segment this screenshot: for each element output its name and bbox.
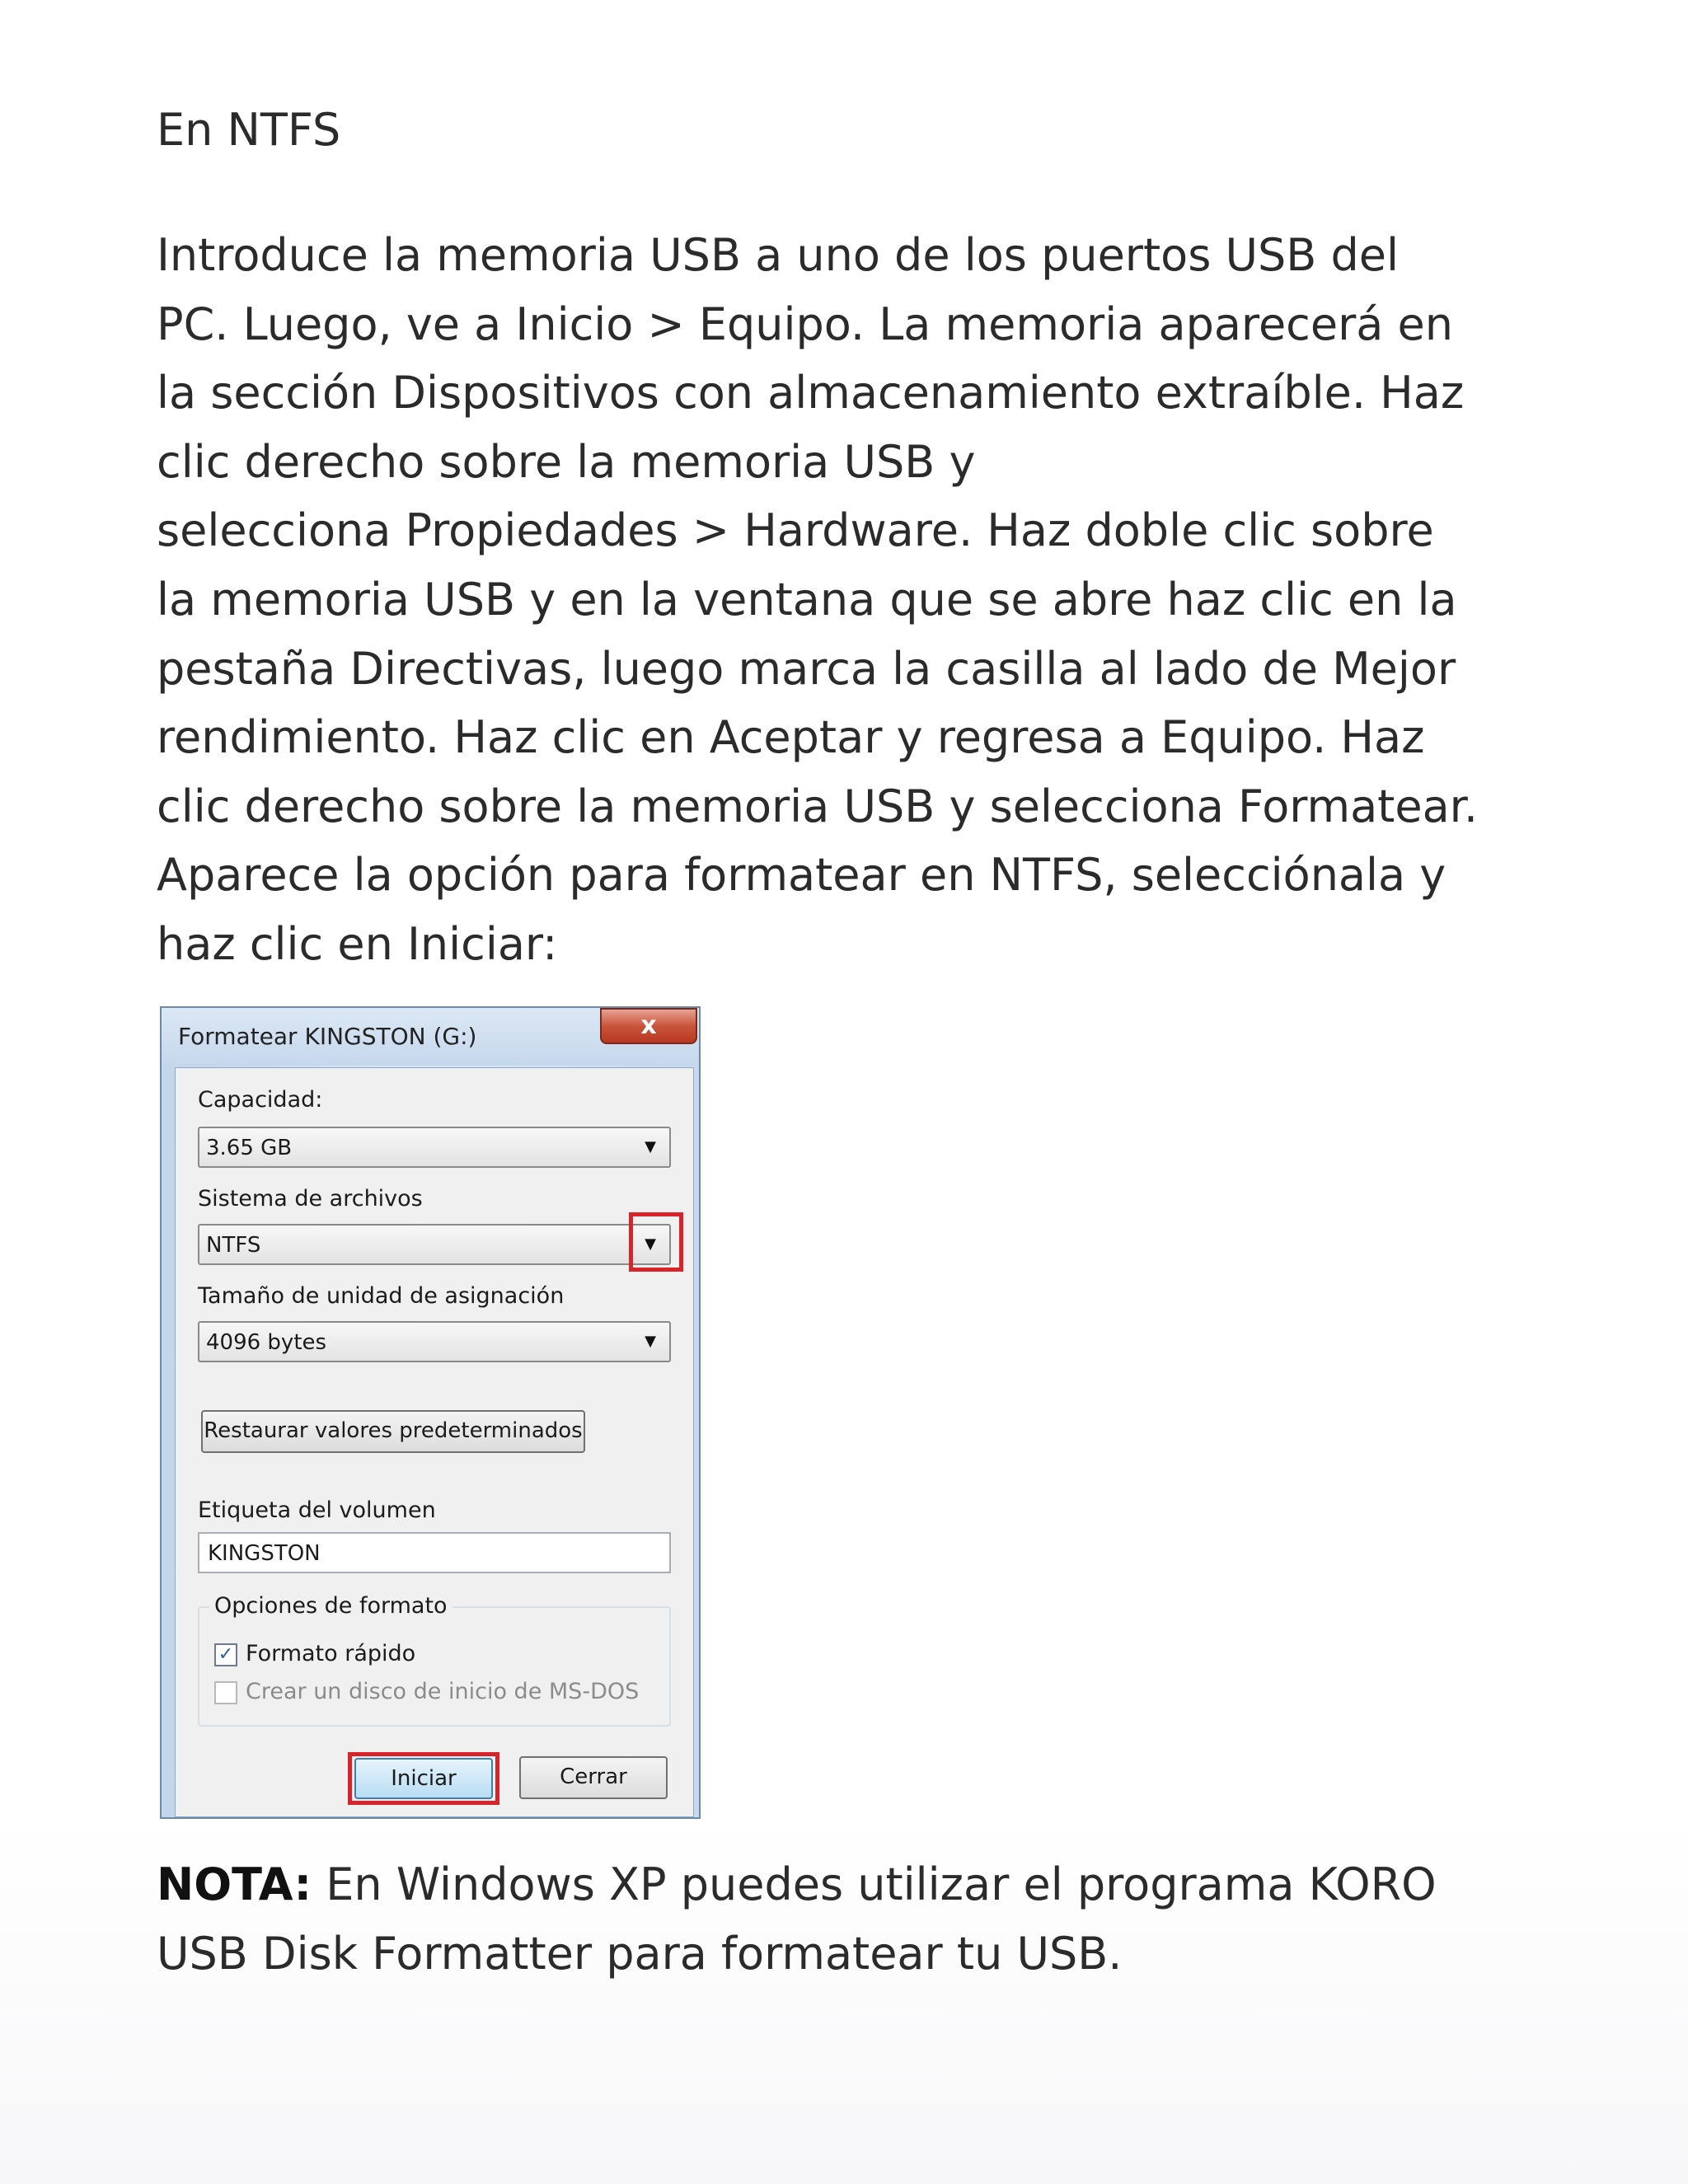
paragraph-line: Introduce la memoria USB a uno de los puertos USB del — [157, 229, 1400, 281]
paragraph-line: PC. Luego, ve a Inicio > Equipo. La memoria aparecerá en — [157, 298, 1453, 350]
paragraph-line: clic derecho sobre la memoria USB y — [157, 435, 976, 488]
quick-format-checkbox[interactable]: ✓ — [214, 1643, 237, 1666]
paragraph-line: la sección Dispositivos con almacenamiento extraíble. Haz — [157, 367, 1465, 419]
note-text-2: USB Disk Formatter para formatear tu USB. — [157, 1927, 1123, 1980]
dialog-title: Formatear KINGSTON (G:) — [178, 1023, 477, 1050]
close-icon[interactable]: x — [600, 1008, 697, 1044]
chevron-down-icon: ▼ — [645, 1333, 656, 1350]
volume-value: KINGSTON — [208, 1541, 321, 1566]
note-line-1 — [157, 1850, 1437, 1919]
chevron-down-icon: ▼ — [645, 1138, 656, 1155]
msdos-checkbox — [214, 1681, 237, 1704]
filesystem-select[interactable] — [198, 1224, 671, 1265]
allocation-value: 4096 bytes — [206, 1330, 327, 1355]
paragraph-line: haz clic en Iniciar: — [157, 917, 558, 970]
section-heading: En NTFS — [157, 104, 341, 156]
restore-defaults-button[interactable]: Restaurar valores predeterminados — [201, 1410, 585, 1453]
paragraph-line: clic derecho sobre la memoria USB y selecciona Formatear. — [157, 780, 1479, 832]
paragraph-line: rendimiento. Haz clic en Aceptar y regresa a Equipo. Haz — [157, 711, 1425, 764]
close-button[interactable]: Cerrar — [519, 1756, 668, 1799]
filesystem-arrow-highlight — [629, 1212, 683, 1272]
note-text-1: En Windows XP puedes utilizar el programa KORO — [312, 1858, 1437, 1910]
msdos-label: Crear un disco de inicio de MS-DOS — [246, 1679, 640, 1704]
format-options-label: Opciones de formato — [209, 1593, 452, 1619]
capacity-label: Capacidad: — [198, 1087, 323, 1113]
format-options-group — [198, 1606, 671, 1727]
start-button[interactable]: Iniciar — [354, 1758, 493, 1799]
volume-label: Etiqueta del volumen — [198, 1497, 436, 1523]
chevron-down-icon[interactable]: ▼ — [645, 1235, 656, 1253]
paragraph-line: la memoria USB y en la ventana que se abre haz clic en la — [157, 573, 1457, 626]
instructions-paragraph — [157, 221, 1478, 979]
paragraph-line: pestaña Directivas, luego marca la casilla al lado de Mejor — [157, 642, 1456, 695]
filesystem-value: NTFS — [206, 1233, 261, 1258]
quick-format-label: Formato rápido — [246, 1641, 416, 1666]
note-label: NOTA: — [157, 1858, 312, 1910]
allocation-select[interactable] — [198, 1321, 671, 1362]
paragraph-line: selecciona Propiedades > Hardware. Haz doble clic sobre — [157, 504, 1434, 557]
note-paragraph — [157, 1850, 1437, 1988]
volume-label-input[interactable] — [198, 1532, 671, 1573]
capacity-value: 3.65 GB — [206, 1136, 293, 1160]
filesystem-label: Sistema de archivos — [198, 1186, 423, 1212]
paragraph-line: Aparece la opción para formatear en NTFS, selecciónala y — [157, 849, 1447, 902]
dialog-controls — [160, 1006, 701, 1819]
allocation-label: Tamaño de unidad de asignación — [198, 1283, 565, 1309]
capacity-select[interactable] — [198, 1127, 671, 1168]
